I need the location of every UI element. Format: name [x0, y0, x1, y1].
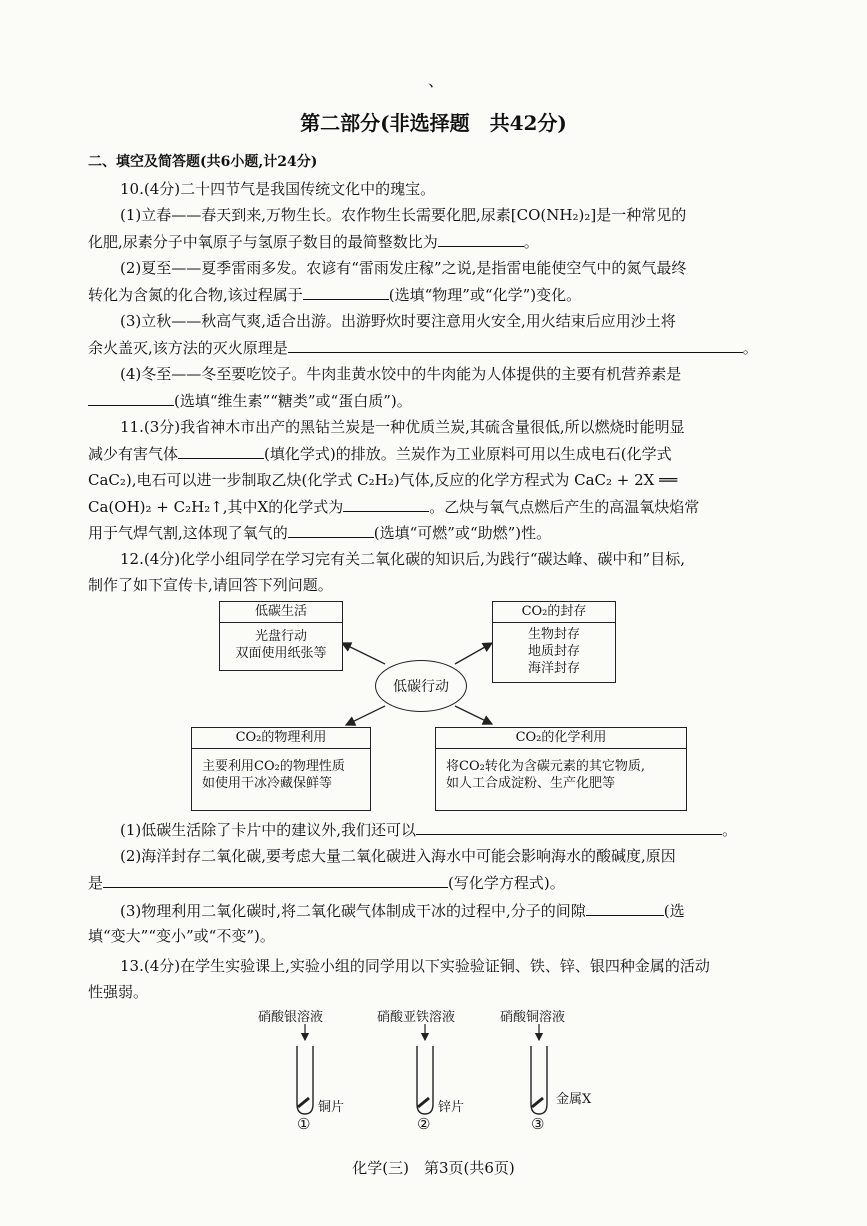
q11-text-b: (填化学式)的排放。兰炭作为工业原料可用以生成电石(化学式 — [264, 445, 672, 463]
q12-line1: 12.(4分)化学小组同学在学习完有关二氧化碳的知识后,为践行“碳达峰、碳中和”目标, — [120, 550, 685, 568]
q12-answer-3-line2: 填“变大”“变小”或“不变”)。 — [88, 927, 275, 945]
tube-3-metal-label: 金属X — [556, 1092, 592, 1107]
q12-a3-text-a: (3)物理利用二氧化碳时,将二氧化碳气体制成干冰的过程中,分子的间隙 — [120, 902, 586, 920]
card-item: 双面使用纸张等 — [235, 646, 327, 661]
q10-p2-line1: (2)夏至——夏季雷雨多发。农谚有“雷雨发庄稼”之说,是指雷电能使空气中的氮气最终 — [120, 259, 687, 277]
q12-line2: 制作了如下宣传卡,请回答下列问题。 — [88, 576, 333, 594]
q10-p2-text-b: (选填“物理”或“化学”)变化。 — [388, 286, 582, 304]
tube-3-solution-label: 硝酸铜溶液 — [500, 1010, 566, 1025]
q12-a2-text-a: 是 — [88, 874, 104, 892]
q12-a1-text: (1)低碳生活除了卡片中的建议外,我们还可以 — [120, 821, 417, 839]
q10-p2-text-a: 转化为含氮的化合物,该过程属于 — [88, 286, 303, 304]
q10-p3-line1: (3)立秋——秋高气爽,适合出游。出游野炊时要注意用火安全,用火结束后应用沙土将 — [120, 312, 676, 330]
tube-1-number: ① — [297, 1115, 311, 1133]
test-tube-2 — [417, 1024, 433, 1114]
tube-2-solution-label: 硝酸亚铁溶液 — [377, 1010, 456, 1025]
tube-1-solution-label: 硝酸银溶液 — [258, 1010, 324, 1025]
q10-p1-text: 化肥,尿素分子中氧原子与氢原子数目的最简整数比为 — [88, 233, 438, 251]
q12-a3-text-b: (选 — [663, 902, 685, 920]
q13-line2: 性强弱。 — [88, 983, 149, 1001]
q12-a2-text-b: (写化学方程式)。 — [448, 874, 565, 892]
q11-text-f: (选填“可燃”或“助燃”)性。 — [373, 524, 552, 542]
tube-3-number: ③ — [531, 1115, 545, 1133]
center-low-carbon-action: 低碳行动 — [375, 660, 467, 712]
q11-text-a: 减少有害气体 — [88, 445, 179, 463]
card-title: 低碳生活 — [220, 602, 342, 623]
q12-answer-2-line1: (2)海洋封存二氧化碳,要考虑大量二氧化碳进入海水中可能会影响海水的酸碱度,原因 — [120, 847, 676, 865]
q10-p1-line1: (1)立春——春天到来,万物生长。农作物生长需要化肥,尿素[CO(NH₂)₂]是一种常见的 — [120, 206, 687, 224]
q10-p4-text: (选填“维生素”“糖类”或“蛋白质”)。 — [174, 392, 412, 410]
q10-p3-end: 。 — [742, 339, 758, 357]
card-item: 主要利用CO₂的物理性质 — [202, 759, 345, 774]
q10-p1-end: 。 — [523, 233, 539, 251]
q11-text-c: Ca(OH)₂ + C₂H₂↑,其中X的化学式为 — [88, 498, 344, 516]
q12-a1-end: 。 — [722, 821, 738, 839]
q10-p3-text: 余火盖灭,该方法的灭火原理是 — [88, 339, 288, 357]
q10-p4-line1: (4)冬至——冬至要吃饺子。牛肉韭黄水饺中的牛肉能为人体提供的主要有机营养素是 — [120, 365, 682, 383]
card-title: CO₂的物理利用 — [192, 728, 370, 749]
q11-text-e: 用于气焊气割,这体现了氧气的 — [88, 524, 288, 542]
q13-line1: 13.(4分)在学生实验课上,实验小组的同学用以下实验验证铜、铁、锌、银四种金属的活动 — [120, 957, 710, 975]
card-item: 海洋封存 — [527, 661, 580, 676]
tube-2-metal-label: 锌片 — [438, 1100, 465, 1115]
card-item: 将CO₂转化为含碳元素的其它物质, — [446, 759, 645, 774]
card-title: CO₂的化学利用 — [436, 728, 686, 749]
test-tube-3 — [531, 1024, 547, 1114]
q11-text-d: 。乙炔与氧气点燃后产生的高温氧炔焰常 — [429, 498, 700, 516]
q11-line1: 11.(3分)我省神木市出产的黑钻兰炭是一种优质兰炭,其硫含量很低,所以燃烧时能明显 — [120, 418, 685, 436]
q10-intro: 10.(4分)二十四节气是我国传统文化中的瑰宝。 — [120, 180, 436, 198]
page-footer: 化学(三) 第3页(共6页) — [352, 1159, 515, 1177]
q11-line3: CaC₂),电石可以进一步制取乙炔(化学式 C₂H₂)气体,反应的化学方程式为 CaC₂ + 2X ══ — [88, 471, 678, 489]
test-tube-1 — [297, 1024, 313, 1114]
top-mark: 、 — [428, 71, 445, 90]
card-item: 如人工合成淀粉、生产化肥等 — [446, 776, 616, 791]
tube-1-metal-label: 铜片 — [318, 1100, 345, 1115]
card-item: 生物封存 — [527, 627, 580, 642]
card-item: 如使用干冰冷藏保鲜等 — [202, 776, 333, 791]
card-item: 地质封存 — [527, 644, 580, 659]
tube-2-number: ② — [417, 1115, 431, 1133]
card-title: CO₂的封存 — [493, 602, 615, 623]
card-item: 光盘行动 — [254, 629, 307, 644]
section-heading: 二、填空及简答题(共6小题,计24分) — [88, 154, 318, 170]
section-title: 第二部分(非选择题 共42分) — [300, 111, 567, 135]
